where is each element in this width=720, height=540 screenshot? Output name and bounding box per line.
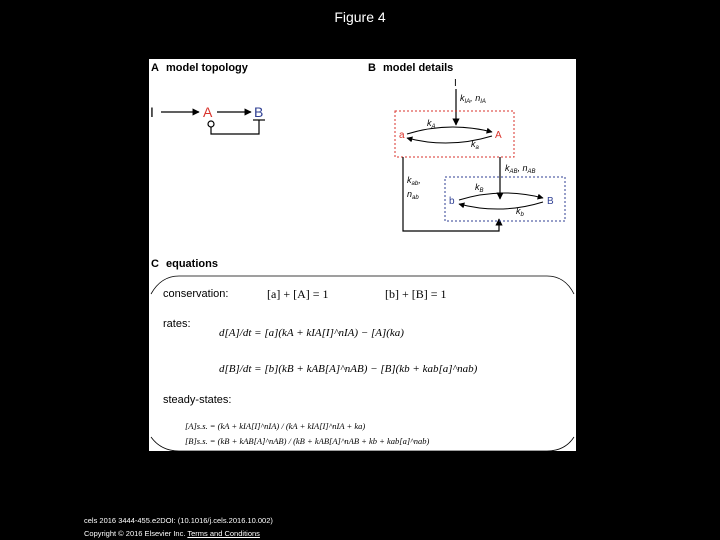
- rates-label: rates:: [163, 318, 191, 330]
- k-a-label: $k_A$: [427, 118, 436, 130]
- steady-state-eq-b: [B]s.s. = (kB + kAB[A]^nAB) / (kB + kAB[A]^nAB + kb + kab[a]^nab): [185, 436, 430, 446]
- steady-states-label: steady-states:: [163, 394, 232, 406]
- figure-panel: [149, 59, 576, 451]
- state-b-inactive: b: [449, 196, 455, 207]
- citation-text: cels 2016 3444-455.e2DOI: (10.1016/j.cels.2016.10.002): [84, 516, 273, 525]
- panel-b-title: model details: [383, 62, 454, 74]
- conservation-eq-b: [b] + [B] = 1: [385, 287, 447, 301]
- copyright-text: Copyright © 2016 Elsevier Inc.: [84, 529, 186, 538]
- terms-link[interactable]: Terms and Conditions: [187, 529, 260, 538]
- figure-svg: [149, 59, 576, 451]
- panel-a-label: A: [151, 62, 159, 74]
- node-b: B: [254, 104, 264, 120]
- b-deactivation-arrow: [459, 202, 543, 209]
- k-a-rev-label: $k_a$: [471, 139, 479, 151]
- node-a: A: [203, 104, 213, 120]
- footer: [84, 514, 273, 540]
- state-a-active: A: [495, 130, 502, 141]
- b-activation-arrow: [459, 193, 543, 200]
- panel-c-title: equations: [166, 258, 218, 270]
- input-i-detail: I: [454, 78, 457, 89]
- feedback-end-circle: [208, 121, 214, 127]
- conservation-eq-a: [a] + [A] = 1: [267, 287, 329, 301]
- panel-b: [368, 62, 565, 231]
- conservation-label: conservation:: [163, 288, 229, 300]
- k-ia-n-ia-label: $k_{IA}$, $n_{IA}$: [460, 93, 486, 105]
- page-title: Figure 4: [334, 9, 386, 25]
- state-a-inactive: a: [399, 130, 405, 141]
- panel-c: [151, 258, 574, 451]
- rate-eq-b: d[B]/dt = [b](kB + kAB[A]^nAB) − [B](kb + kab[a]^nab): [219, 363, 478, 375]
- panel-a: [150, 62, 265, 134]
- k-b-label: $k_B$: [475, 182, 484, 194]
- n-ab-lower-label: $n_{ab}$: [407, 189, 419, 201]
- feedback-line: [211, 120, 259, 134]
- state-b-active: B: [547, 196, 554, 207]
- k-b-rev-label: $k_b$: [516, 206, 524, 218]
- steady-state-eq-a: [A]s.s. = (kA + kIA[I]^nIA) / (kA + kIA[I]^nIA + ka): [185, 421, 366, 431]
- a-deactivation-arrow: [407, 136, 492, 143]
- panel-b-label: B: [368, 62, 376, 74]
- rate-eq-a: d[A]/dt = [a](kA + kIA[I]^nIA) − [A](ka): [219, 327, 404, 339]
- panel-a-title: model topology: [166, 62, 248, 74]
- k-ab-n-ab-label: $k_{AB}$, $n_{AB}$: [505, 163, 536, 175]
- a-activation-arrow: [407, 127, 492, 134]
- copyright-line: [84, 527, 273, 540]
- panel-c-label: C: [151, 258, 159, 270]
- node-input-i: I: [150, 104, 154, 120]
- k-ab-lower-label: $k_{ab}$,: [407, 175, 421, 187]
